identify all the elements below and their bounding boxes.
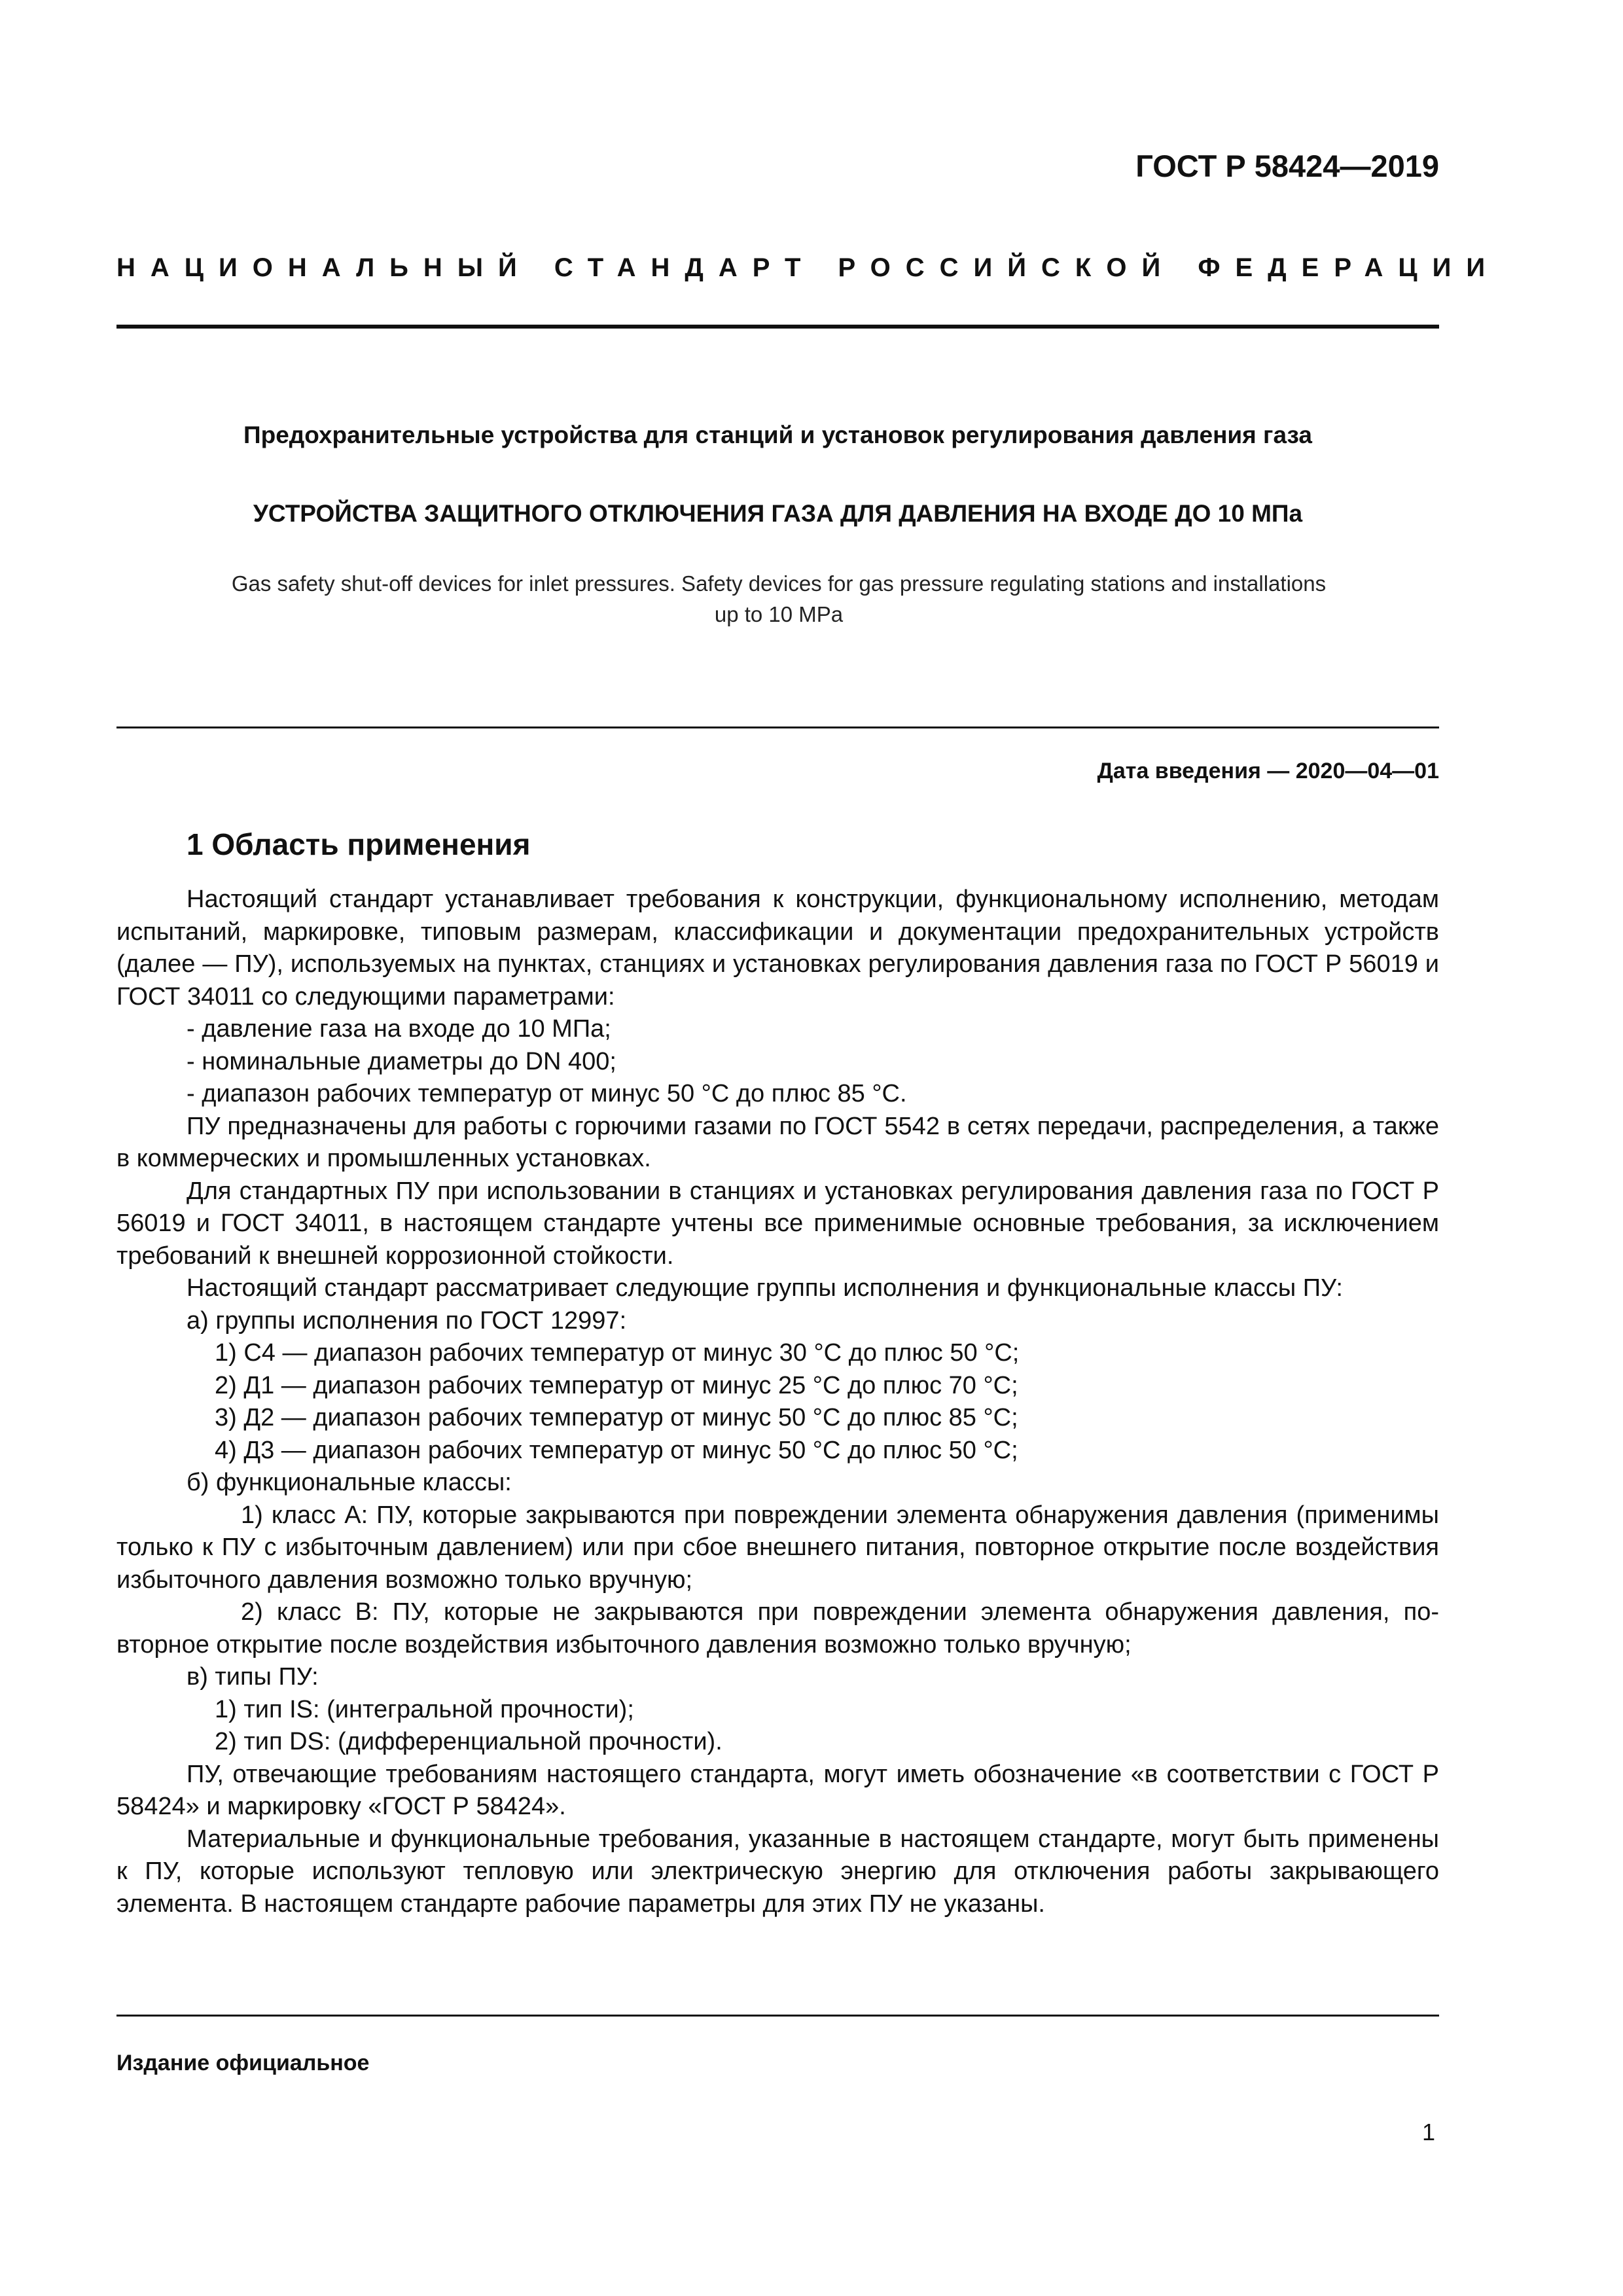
paragraph: ПУ предназначены для работы с горючими газами по ГОСТ 5542 в сетях передачи, распределения, а также в коммерческих и промышленных установках. xyxy=(116,1112,1439,1172)
national-standard-banner: НАЦИОНАЛЬНЫЙ СТАНДАРТ РОССИЙСКОЙ ФЕДЕРАЦИИ xyxy=(116,253,1501,282)
list-item: - диапазон рабочих температур от минус 50 °С до плюс 85 °С. xyxy=(187,1080,907,1107)
list-item: а) группы исполнения по ГОСТ 12997: xyxy=(187,1306,627,1335)
paragraph: Настоящий стандарт устанавливает требования к конструкции, функциональному исполнению, методам испытаний, маркировке, типовым размерам, классификации и документации предохранительных устройств (далее — ПУ), используемых на пунктах, станциях и установках регулирования давления газа по ГОСТ Р 56019 и ГОСТ 34011 со следующими параметрами: xyxy=(116,886,1439,1011)
list-item: 1) класс А: ПУ, которые закрываются при повреждении элемента обнаружения давления (применимы только к ПУ с избыточным давлением) или при сбое внешнего питания, повторное открытие после воздействия избыточного давления возможно только вручную; xyxy=(116,1501,1439,1594)
document-title: Предохранительные устройства для станций и установок регулирования давления газа xyxy=(243,422,1312,448)
paragraph: Настоящий стандарт рассматривает следующие группы исполнения и функциональные классы ПУ: xyxy=(187,1274,1343,1302)
english-title-line-2: up to 10 MPa xyxy=(714,602,844,626)
edition-label: Издание официальное xyxy=(116,2051,370,2075)
list-item: 3) Д2 — диапазон рабочих температур от минус 50 °С до плюс 85 °С; xyxy=(215,1404,1018,1431)
paragraph: ПУ, отвечающие требованиям настоящего стандарта, могут иметь обозначение «в соответствии с ГОСТ Р 58424» и маркировку «ГОСТ Р 58424». xyxy=(116,1760,1439,1820)
list-item: - номинальные диаметры до DN 400; xyxy=(187,1047,616,1075)
list-item: в) типы ПУ: xyxy=(187,1663,319,1691)
section-heading: 1 Область применения xyxy=(187,827,531,861)
english-title-line-1: Gas safety shut-off devices for inlet pressures. Safety devices for gas pressure regulating stations and installations xyxy=(231,571,1327,596)
list-item: 4) Д3 — диапазон рабочих температур от минус 50 °С до плюс 50 °С; xyxy=(215,1436,1018,1464)
list-item: б) функциональные классы: xyxy=(187,1469,512,1496)
document-subtitle: УСТРОЙСТВА ЗАЩИТНОГО ОТКЛЮЧЕНИЯ ГАЗА ДЛЯ ДАВЛЕНИЯ НА ВХОДЕ ДО 10 МПа xyxy=(253,500,1303,527)
list-item: 1) С4 — диапазон рабочих температур от минус 30 °С до плюс 50 °С; xyxy=(215,1339,1020,1367)
paragraph: Для стандартных ПУ при использовании в станциях и установках регулирования давления газа по ГОСТ Р 56019 и ГОСТ 34011, в настоящем стандарте учтены все применимые основные требования, за исключением требований к внешней коррозионной стойкости. xyxy=(116,1177,1439,1270)
list-item: - давление газа на входе до 10 МПа; xyxy=(187,1015,611,1043)
title-divider xyxy=(116,726,1439,728)
introduction-date: Дата введения — 2020—04—01 xyxy=(1097,759,1439,783)
list-item: 2) Д1 — диапазон рабочих температур от минус 25 °С до плюс 70 °С; xyxy=(215,1371,1018,1399)
footer-divider xyxy=(116,2015,1439,2017)
paragraph: Материальные и функциональные требования, указанные в настоящем стандарте, могут быть применены к ПУ, которые используют тепловую или электрическую энергию для отключения работы закрывающего элемента. В настоящем стандарте рабочие параметры для этих ПУ не указаны. xyxy=(116,1825,1439,1918)
document-code: ГОСТ Р 58424—2019 xyxy=(1135,149,1439,183)
list-item: 2) класс В: ПУ, которые не закрываются при повреждении элемента обнаружения давления, повторное открытие после воздействия избыточного давления возможно только вручную; xyxy=(116,1598,1439,1659)
english-title xyxy=(137,568,1420,630)
list-item: 1) тип IS: (интегральной прочности); xyxy=(215,1695,634,1723)
page-number: 1 xyxy=(1421,2119,1435,2145)
header-divider xyxy=(116,325,1439,329)
section-body xyxy=(116,884,1439,1920)
list-item: 2) тип DS: (дифференциальной прочности). xyxy=(215,1728,722,1755)
